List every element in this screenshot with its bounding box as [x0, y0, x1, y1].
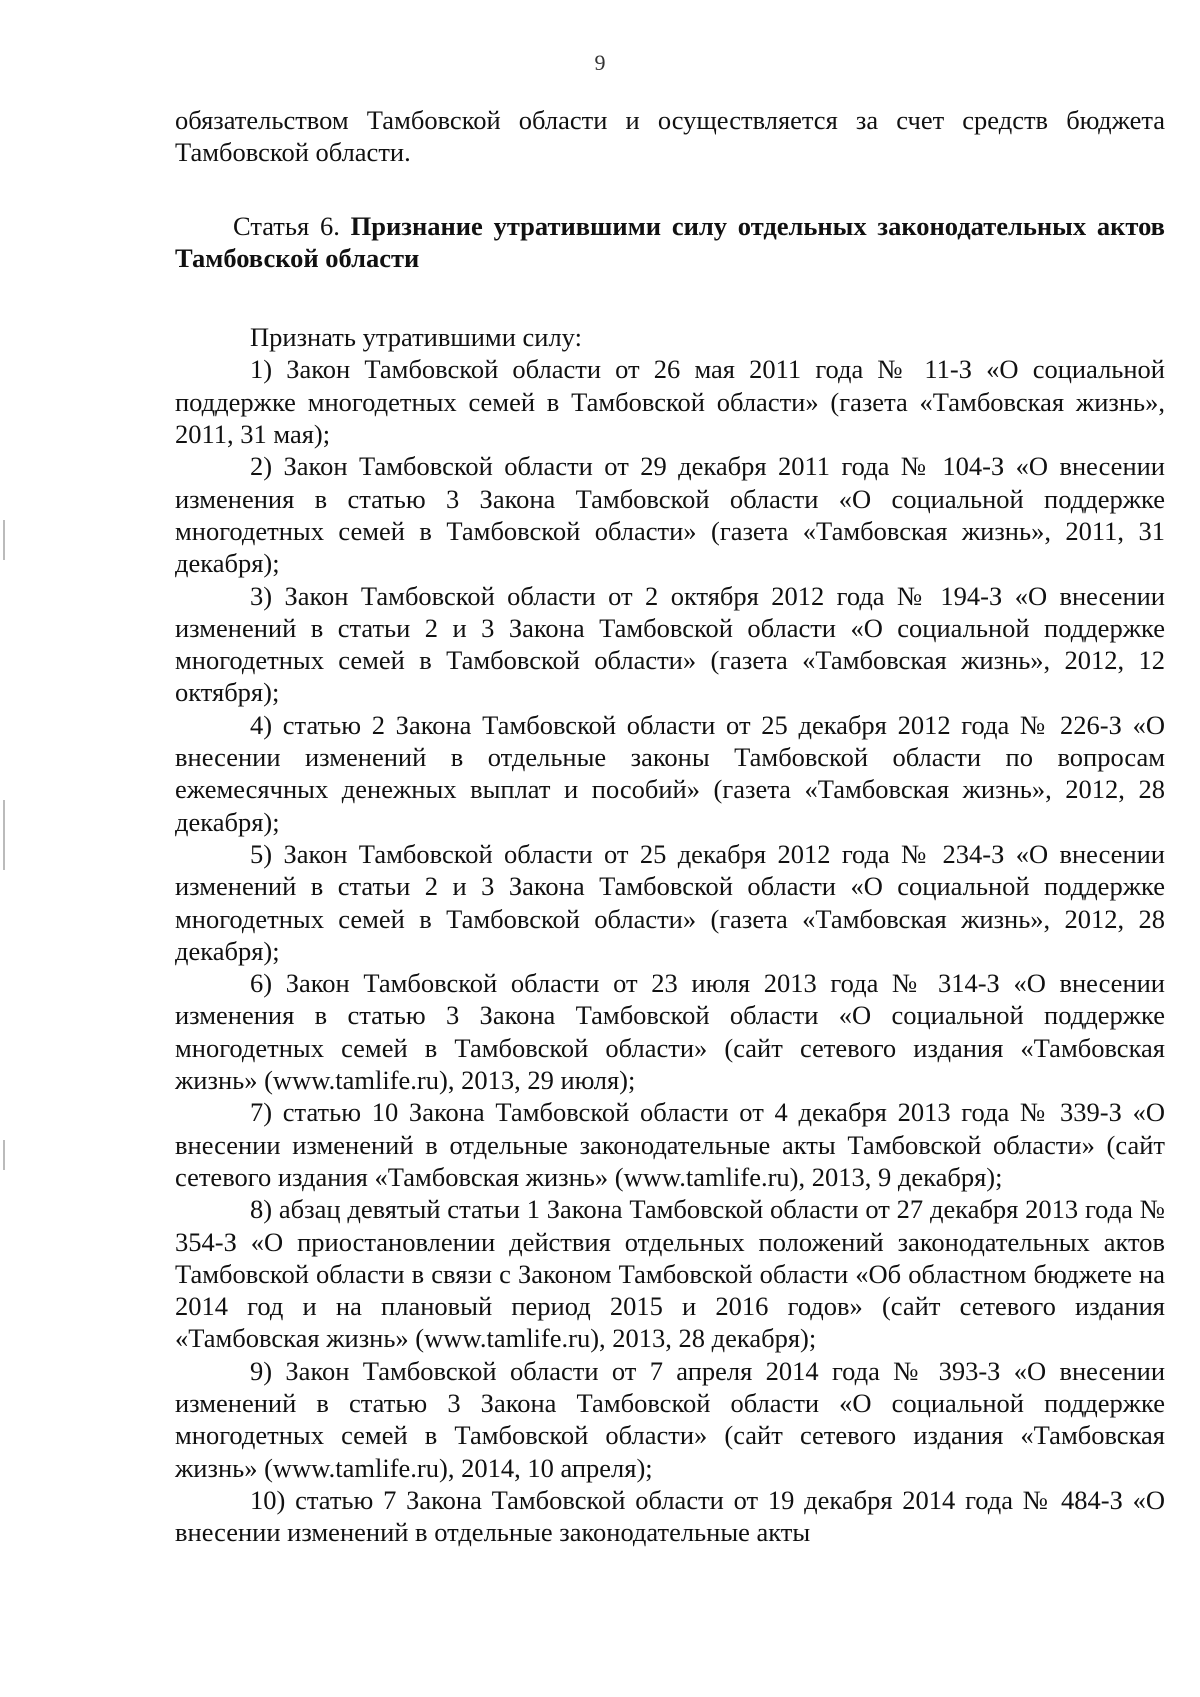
article-title: Признание утратившими силу отдельных законодательных актов Тамбовской области — [175, 210, 1165, 273]
scan-artifact — [3, 520, 5, 560]
spacer — [175, 169, 1165, 210]
list-item: 9) Закон Тамбовской области от 7 апреля 2014 года № 393-З «О внесении изменений в статью 3 Закона Тамбовской области «О социальной поддержке многодетных семей в Тамбовской области» (сайт сетевого издания «Тамбовская жизнь» (www.tamlife.ru), 2014, 10 апреля); — [175, 1355, 1165, 1483]
scan-artifact — [3, 800, 5, 870]
spacer — [175, 274, 1165, 321]
list-item: 8) абзац девятый статьи 1 Закона Тамбовской области от 27 декабря 2013 года № 354-З «О приостановлении действия отдельных положений законодательных актов Тамбовской области в связи с Законом Тамбовской области «Об областном бюджете на 2014 год и на плановый период 2015 и 2016 годов» (сайт сетевого издания «Тамбовская жизнь» (www.tamlife.ru), 2013, 28 декабря); — [175, 1194, 1165, 1354]
list-item: 5) Закон Тамбовской области от 25 декабря 2012 года № 234-З «О внесении изменений в статьи 2 и 3 Закона Тамбовской области «О социальной поддержке многодетных семей в Тамбовской области» (газета «Тамбовская жизнь», 2012, 28 декабря); — [175, 838, 1165, 966]
article-prefix: Статья 6. — [233, 210, 340, 241]
article-heading — [175, 210, 1165, 275]
list-item: 6) Закон Тамбовской области от 23 июля 2013 года № 314-З «О внесении изменения в статью 3 Закона Тамбовской области «О социальной поддержке многодетных семей в Тамбовской области» (сайт сетевого издания «Тамбовская жизнь» (www.tamlife.ru), 2013, 29 июля); — [175, 968, 1165, 1096]
document-body — [175, 104, 1165, 1548]
list-item: 7) статью 10 Закона Тамбовской области от 4 декабря 2013 года № 339-З «О внесении изменений в отдельные законодательные акты Тамбовской области» (сайт сетевого издания «Тамбовская жизнь» (www.tamlife.ru), 2013, 9 декабря); — [175, 1097, 1165, 1192]
list-item: 2) Закон Тамбовской области от 29 декабря 2011 года № 104-З «О внесении изменения в статью 3 Закона Тамбовской области «О социальной поддержке многодетных семей в Тамбовской области» (газета «Тамбовская жизнь», 2011, 31 декабря); — [175, 451, 1165, 579]
list-item: 10) статью 7 Закона Тамбовской области от 19 декабря 2014 года № 484-З «О внесении изменений в отдельные законодательные акты — [175, 1484, 1165, 1548]
scan-artifact — [3, 1140, 5, 1170]
page-number: 9 — [594, 50, 606, 75]
list-item: 3) Закон Тамбовской области от 2 октября 2012 года № 194-З «О внесении изменений в статьи 2 и 3 Закона Тамбовской области «О социальной поддержке многодетных семей в Тамбовской области» (газета «Тамбовская жизнь», 2012, 12 октября); — [175, 580, 1165, 708]
lead-in: Признать утратившими силу: — [250, 322, 582, 353]
intro-paragraph: обязательством Тамбовской области и осуществляется за счет средств бюджета Тамбовской области. — [175, 105, 1165, 168]
list-item: 1) Закон Тамбовской области от 26 мая 2011 года № 11-З «О социальной поддержке многодетных семей в Тамбовской области» (газета «Тамбовская жизнь», 2011, 31 мая); — [175, 354, 1165, 450]
list-item: 4) статью 2 Закона Тамбовской области от 25 декабря 2012 года № 226-З «О внесении изменений в отдельные законы Тамбовской области по вопросам ежемесячных денежных выплат и пособий» (газета «Тамбовская жизнь», 2012, 28 декабря); — [175, 709, 1165, 837]
